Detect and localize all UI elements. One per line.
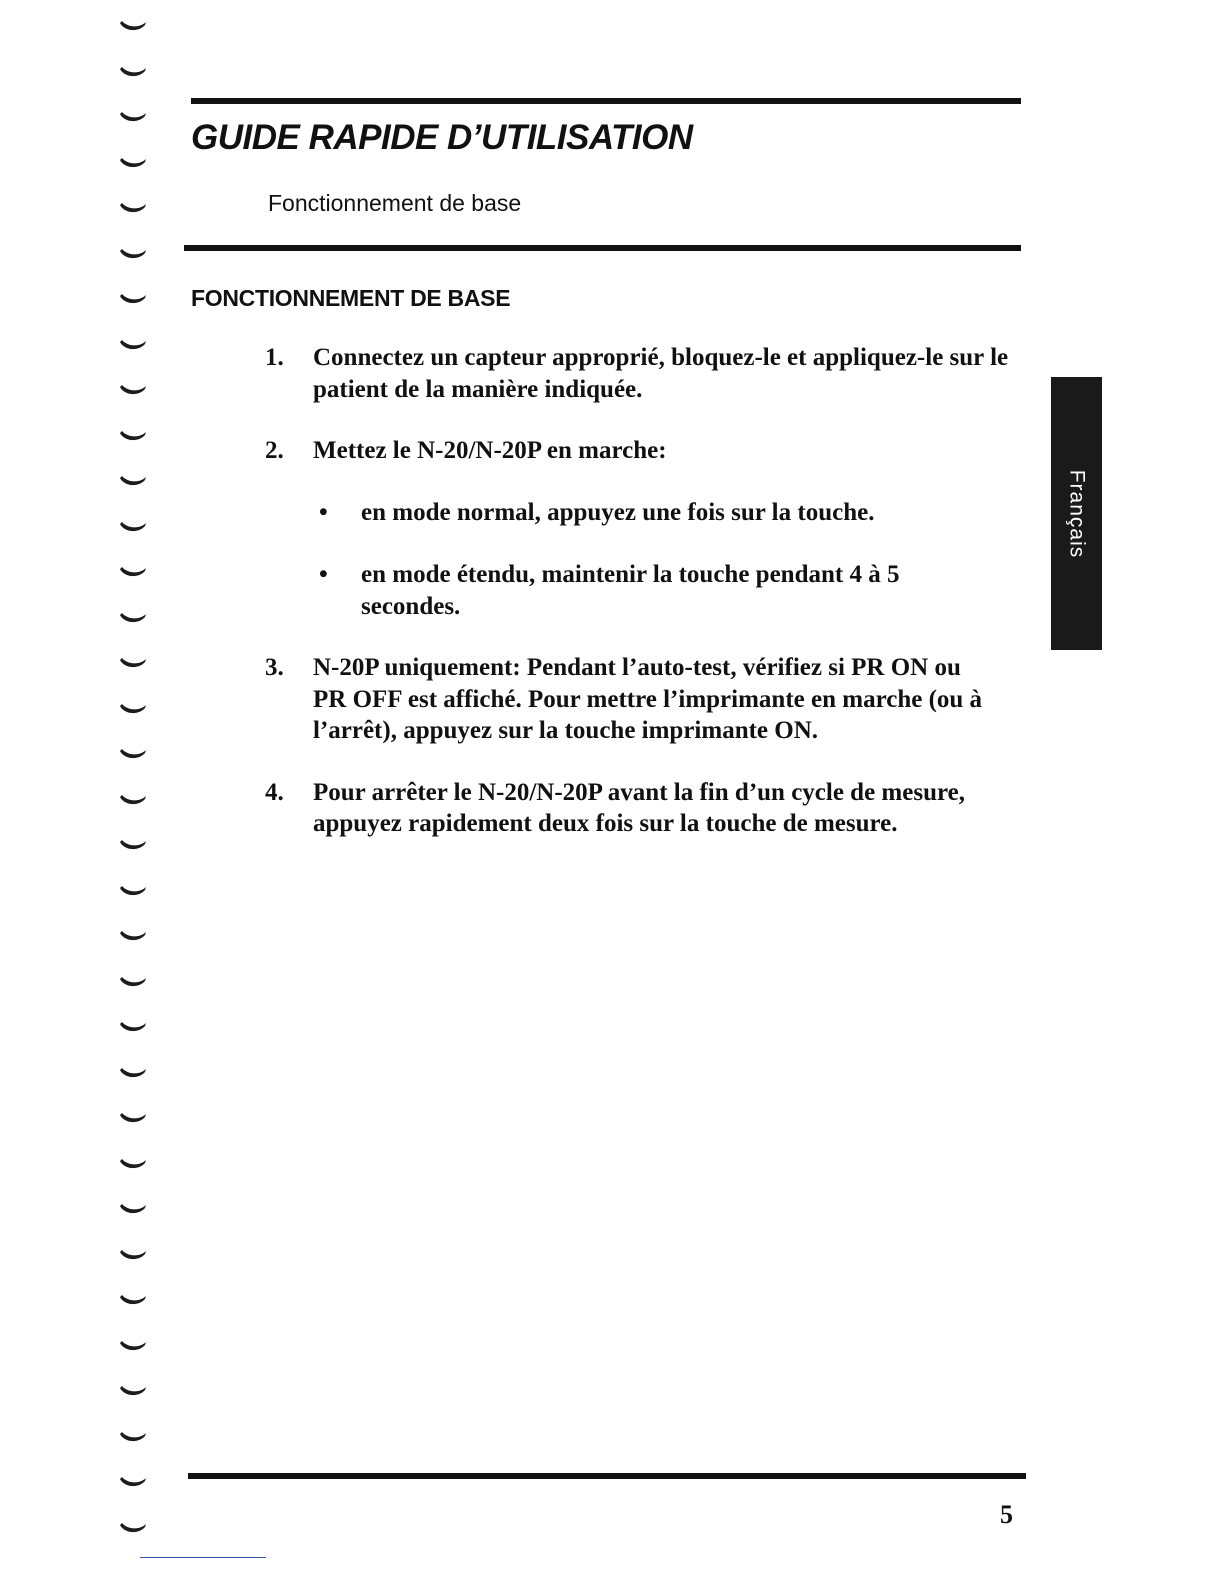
- binding-ring-icon: [118, 1522, 148, 1536]
- binding-ring-icon: [118, 1112, 148, 1126]
- binding-ring-icon: [118, 566, 148, 580]
- binding-ring-icon: [118, 703, 148, 717]
- binding-ring-icon: [118, 339, 148, 353]
- binding-ring-icon: [118, 794, 148, 808]
- binding-ring-icon: [118, 1431, 148, 1445]
- step-2-bullet-2: [313, 559, 1015, 622]
- binding-ring-icon: [118, 1249, 148, 1263]
- bullet-text: en mode normal, appuyez une fois sur la touche.: [361, 498, 875, 526]
- bullet-text: en mode étendu, maintenir la touche pendant 4 à 5 secondes.: [361, 561, 900, 620]
- binding-ring-icon: [118, 1203, 148, 1217]
- step-number: 3.: [265, 654, 284, 681]
- steps-list: [265, 342, 1015, 840]
- binding-ring-icon: [118, 612, 148, 626]
- step-4: [265, 777, 1015, 840]
- header-bottom-rule: [184, 245, 1021, 251]
- step-1: [265, 342, 1015, 405]
- binding-ring-icon: [118, 293, 148, 307]
- step-text: Connectez un capteur approprié, bloquez-le et appliquez-le sur le patient de la manière indiquée.: [313, 344, 1009, 403]
- language-tab-label: Français: [1065, 469, 1089, 558]
- step-number: 2.: [265, 437, 284, 464]
- binding-ring-icon: [118, 475, 148, 489]
- header-top-rule: [191, 98, 1021, 104]
- step-3: [265, 652, 1015, 747]
- page-subtitle: Fonctionnement de base: [268, 190, 522, 216]
- binding-ring-icon: [118, 930, 148, 944]
- binding-ring-icon: [118, 748, 148, 762]
- step-number: 1.: [265, 344, 284, 371]
- footer-edge-line: [140, 1557, 266, 1558]
- binding-ring-icon: [118, 1294, 148, 1308]
- step-text: Pour arrêter le N-20/N-20P avant la fin d’un cycle de mesure, appuyez rapidement deux fois sur la touche de mesure.: [313, 778, 965, 837]
- binding-ring-icon: [118, 521, 148, 535]
- binding-ring-icon: [118, 1476, 148, 1490]
- binding-ring-icon: [118, 1158, 148, 1172]
- section-title: FONCTIONNEMENT DE BASE: [191, 285, 511, 311]
- step-number: 4.: [265, 778, 284, 806]
- binding-ring-icon: [118, 1021, 148, 1035]
- bullet-icon: •: [319, 498, 328, 526]
- spiral-binding: [110, 0, 160, 1584]
- binding-ring-icon: [118, 657, 148, 671]
- binding-ring-icon: [118, 976, 148, 990]
- binding-ring-icon: [118, 248, 148, 262]
- step-2-bullet-1: [313, 497, 1015, 529]
- binding-ring-icon: [118, 839, 148, 853]
- step-text: N-20P uniquement: Pendant l’auto-test, vérifiez si PR ON ou PR OFF est affiché. Pour mettre l’imprimante en marche (ou à l’arrêt), appuyez sur la touche imprimante ON.: [313, 654, 983, 744]
- binding-ring-icon: [118, 66, 148, 80]
- binding-ring-icon: [118, 430, 148, 444]
- step-text: Mettez le N-20/N-20P en marche:: [313, 437, 667, 464]
- binding-ring-icon: [118, 1067, 148, 1081]
- binding-ring-icon: [118, 20, 148, 34]
- footer-rule: [188, 1473, 1026, 1479]
- step-2: [265, 435, 1015, 467]
- binding-ring-icon: [118, 1385, 148, 1399]
- binding-ring-icon: [118, 111, 148, 125]
- binding-ring-icon: [118, 157, 148, 171]
- binding-ring-icon: [118, 202, 148, 216]
- binding-ring-icon: [118, 1340, 148, 1354]
- language-tab: [1051, 377, 1102, 650]
- page-number: 5: [1000, 1500, 1013, 1529]
- binding-ring-icon: [118, 384, 148, 398]
- page-title: GUIDE RAPIDE D’UTILISATION: [191, 118, 693, 157]
- binding-ring-icon: [118, 885, 148, 899]
- bullet-icon: •: [319, 561, 328, 588]
